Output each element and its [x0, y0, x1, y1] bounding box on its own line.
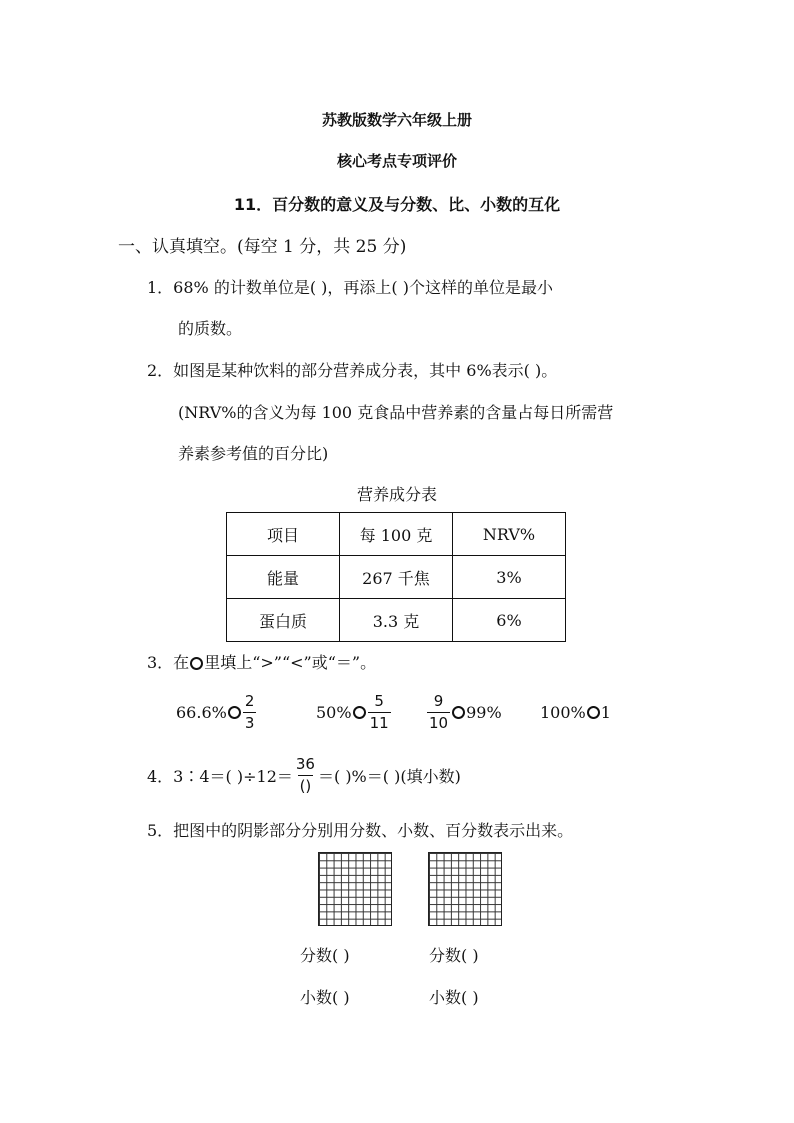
- fraction: [427, 692, 450, 733]
- question-4-part-2: ＝( )%＝( )(填小数): [317, 766, 461, 786]
- question-2-line-3: 养素参考值的百分比): [178, 444, 329, 463]
- fraction-numerator: 2: [244, 691, 255, 710]
- question-3-prompt: [147, 650, 376, 673]
- section-heading: 一、认真填空。(每空 1 分，共 25 分): [118, 237, 407, 257]
- table-cell: 6%: [453, 599, 566, 642]
- book-title: 苏教版数学六年级上册: [321, 111, 472, 129]
- page-subtitle: 核心考点专项评价: [336, 152, 457, 170]
- question-1-line-2: 的质数。: [178, 319, 243, 338]
- compare-circle-icon: [190, 657, 203, 670]
- compare-item-b: [316, 692, 392, 732]
- question-4: [147, 754, 461, 796]
- fraction-denominator: 10: [429, 713, 449, 732]
- hundred-grid-left: [318, 852, 392, 926]
- fraction: [368, 692, 391, 733]
- question-3-prompt-start: 3．在: [147, 653, 190, 672]
- table-cell: 267 千焦: [340, 556, 453, 599]
- table-caption: 营养成分表: [356, 485, 437, 504]
- table-header-cell: NRV%: [453, 513, 566, 556]
- question-2-line-1: 2．如图是某种饮料的部分营养成分表，其中 6%表示( )。: [147, 361, 558, 380]
- table-row: [227, 599, 566, 642]
- lesson-title: 11．百分数的意义及与分数、比、小数的互化: [233, 195, 561, 214]
- fraction-denominator: (): [299, 776, 312, 795]
- table-row: [227, 556, 566, 599]
- compare-circle-icon[interactable]: [228, 706, 241, 719]
- fraction: [294, 755, 317, 796]
- compare-item-d: [540, 692, 611, 732]
- fraction-numerator: 36: [295, 754, 315, 773]
- compare-value: 99%: [466, 702, 502, 722]
- compare-item-a: [176, 692, 257, 732]
- fraction-numerator: 9: [433, 691, 444, 710]
- decimal-answer-right: 小数( ): [429, 988, 479, 1007]
- fraction-answer-right: 分数( ): [429, 946, 479, 965]
- compare-circle-icon[interactable]: [353, 706, 366, 719]
- nutrition-table: [226, 512, 566, 642]
- compare-value: 100%: [540, 702, 586, 722]
- fraction-denominator: 11: [369, 713, 389, 732]
- table-cell: 3.3 克: [340, 599, 453, 642]
- hundred-grid-right: [428, 852, 502, 926]
- table-header-row: [227, 513, 566, 556]
- table-header-cell: 项目: [227, 513, 340, 556]
- compare-circle-icon[interactable]: [587, 706, 600, 719]
- question-1-line-1: 1．68% 的计数单位是( )，再添上( )个这样的单位是最小: [147, 278, 553, 297]
- table-cell: 蛋白质: [227, 599, 340, 642]
- compare-value: 50%: [316, 702, 352, 722]
- table-cell: 能量: [227, 556, 340, 599]
- compare-item-c: [426, 692, 502, 732]
- fraction-numerator: 5: [374, 691, 384, 710]
- decimal-answer-left: 小数( ): [300, 988, 350, 1007]
- table-header-cell: 每 100 克: [340, 513, 453, 556]
- compare-circle-icon[interactable]: [452, 706, 465, 719]
- compare-value: 66.6%: [176, 702, 227, 722]
- question-5-prompt: 5．把图中的阴影部分分别用分数、小数、百分数表示出来。: [147, 821, 574, 840]
- table-cell: 3%: [453, 556, 566, 599]
- fraction: [243, 692, 257, 733]
- compare-value: 1: [600, 702, 611, 722]
- fraction-answer-left: 分数( ): [300, 946, 350, 965]
- fraction-denominator: 3: [244, 713, 255, 732]
- question-3-prompt-end: 里填上“>”“<”或“＝”。: [204, 653, 377, 672]
- question-2-line-2: (NRV%的含义为每 100 克食品中营养素的含量占每日所需营: [178, 403, 614, 422]
- question-4-part-1: 4．3∶4＝( )÷12＝: [147, 766, 293, 786]
